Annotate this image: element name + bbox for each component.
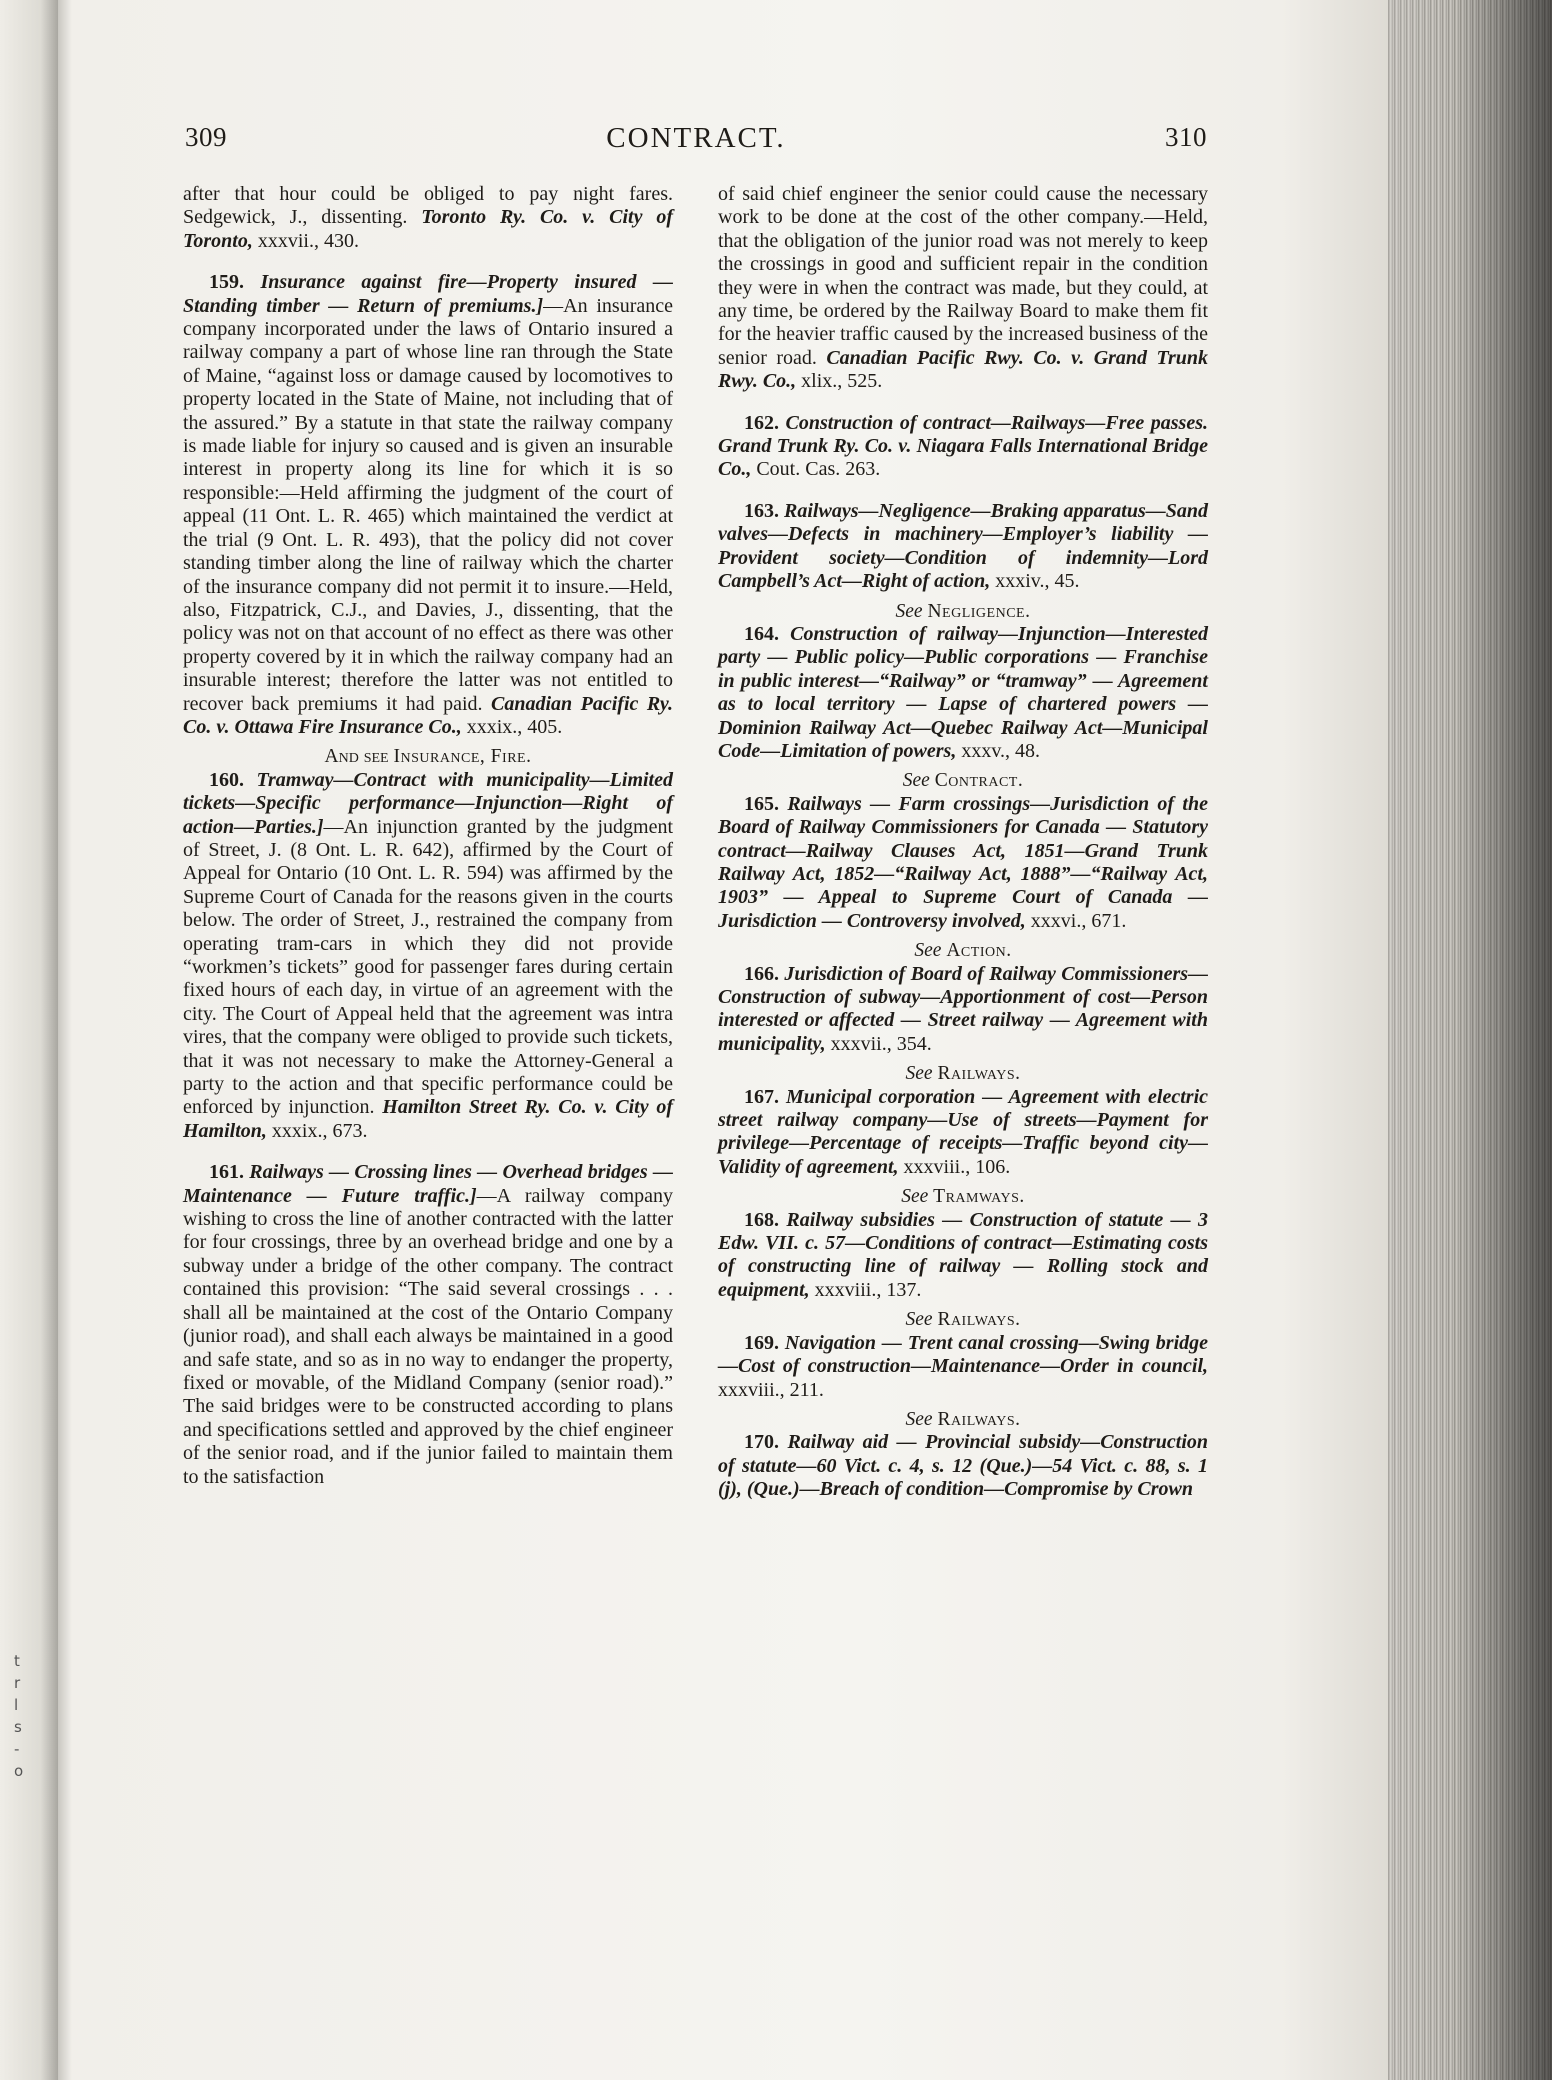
fore-edge-shadow [1388,0,1552,2080]
report-reference: xxxviii., 211. [718,1378,824,1401]
report-reference: xxxvii., 354. [825,1032,932,1055]
entry-166 [718,963,1208,1057]
entry-headnote: Municipal corporation — Agreement with electric street railway company—Use of streets—Payment for privilege—Percentage of receipts—Traffic beyond city—Validity of agreement, [718,1085,1209,1178]
left-column [183,183,673,1489]
entry-headnote: Tramway—Contract with municipality—Limited tickets—Specific performance—Injunction—Right of action—Parties.] [183,768,673,838]
entry-161 [183,1161,673,1489]
entry-headnote: Jurisdiction of Board of Railway Commissioners—Construction of subway—Apportionment of cost—Person interested or affected — Street railway — Agreement with municipality, [718,962,1209,1055]
entry-170 [718,1431,1208,1501]
entry-160 [183,769,673,1144]
entry-number: 166. [744,962,779,985]
entry-number: 169. [744,1331,779,1354]
entry-number: 159. [209,271,244,294]
entry-number: 163. [744,499,779,522]
see-prefix: See [895,600,923,622]
running-header [185,122,1207,162]
entry-headnote: Railways—Negligence—Braking apparatus—Sand valves—Defects in machinery—Employer’s liability — Provident society—Condition of indemnity—Lord Campbell’s Act—Right of action, [718,499,1208,593]
page-number-left: 309 [185,122,227,152]
right-column [718,183,1208,1502]
entry-body: —An injunction granted by the judgment of Street, J. (8 Ont. L. R. 642), affirmed by the Court of Appeal for Ontario (10 Ont. L. R. 594) was affirmed by the Supreme Court of Canada for the reasons given in the courts below. The order of Street, J., restrained the company from operating tram-cars in which they did not provide “workmen’s tickets” good for passenger fares during certain fixed hours of each day, in virtue of an agreement with the city. The Court of Appeal held that the agreement was intra vires, that the company were obliged to provide such tickets, that it was not necessary to make the Attorney-General a party to the action and that specific performance could be enforced by injunction. [183,815,673,1119]
entry-number: 164. [744,622,779,645]
cross-reference [718,939,1208,962]
cross-reference [718,1185,1208,1208]
report-reference: Cout. Cas. 263. [751,458,881,481]
report-reference: xxxix., 673. [266,1119,368,1142]
case-citation: Toronto Ry. Co. v. City of Toronto, [183,206,673,252]
margin-marks [14,1650,34,1782]
see-target: Negligence. [927,600,1031,622]
see-prefix: See [901,1186,929,1208]
entry-headnote: Insurance against fire—Property insured — Standing timber — Return of premiums.] [183,271,674,317]
continued-entry [718,183,1208,394]
entry-headnote: Railways — Crossing lines — Overhead bridges — Maintenance — Future traffic.] [183,1161,674,1207]
report-reference: xxxviii., 106. [898,1155,1011,1178]
entry-number: 162. [744,411,779,434]
entry-169 [718,1332,1208,1402]
entry-159 [183,271,673,739]
report-reference: xxxiv., 45. [990,570,1080,593]
cross-reference [718,1062,1208,1085]
entry-headnote: Railway aid — Provincial subsidy—Construction of statute—60 Vict. c. 4, s. 12 (Que.)—54 Vict. c. 88, s. 1 (j), (Que.)—Breach of condition—Compromise by Crown [718,1431,1209,1501]
entry-164 [718,623,1208,763]
margin-mark: l [14,1696,19,1714]
entry-body: of said chief engineer the senior could cause the necessary work to be done at the cost of the other company.—Held, that the obligation of the junior road was not merely to keep the crossings in good and sufficient repair in the condition they were in when the contract was made, but they could, at any time, be ordered by the Railway Board to make them fit for the heavier traffic caused by the increased business of the senior road. [718,183,1208,369]
see-target: Railways. [937,1309,1021,1331]
cross-reference [718,600,1208,623]
see-prefix: And see [324,746,389,768]
entry-headnote: Railway subsidies — Construction of statute — 3 Edw. VII. c. 57—Conditions of contract—Estimating costs of constructing line of railway — Rolling stock and equipment, [718,1208,1208,1301]
case-citation: Canadian Pacific Rwy. Co. v. Grand Trunk Rwy. Co., [718,346,1209,393]
entry-body: —A railway company wishing to cross the line of another contracted with the latter for four crossings, three by an overhead bridge and one by a subway under a bridge of the other company. The contract contained this provision: “The said several crossings . . . shall all be maintained at the cost of the Ontario Company (junior road), and shall each always be maintained in a good and safe state, and so as in no way to endanger the property, fixed or movable, of the Midland Company (senior road).” The said bridges were to be constructed according to plans and specifications settled and approved by the chief engineer of the senior road, and if the junior failed to maintain them to the satisfaction [183,1184,674,1488]
running-title: CONTRACT. [606,122,786,154]
margin-mark: s [14,1718,22,1736]
entry-headnote: Construction of railway—Injunction—Interested party — Public policy—Public corporations — Franchise in public interest—“Railway” or “tramway” — Agreement as to local territory — Lapse of chartered powers — Dominion Railway Act—Quebec Railway Act—Municipal Code—Limitation of powers, [718,622,1208,762]
entry-number: 170. [744,1431,779,1454]
see-prefix: See [902,770,930,792]
entry-162 [718,412,1208,482]
entry-number: 168. [744,1208,779,1231]
see-target: Railways. [937,1063,1021,1085]
margin-mark: t [14,1652,20,1670]
entry-number: 165. [744,792,779,815]
see-prefix: See [905,1063,933,1085]
report-reference: xxxvii., 430. [252,229,359,252]
entry-body: —An insurance company incorporated under the laws of Ontario insured a railway company a part of whose line ran through the State of Maine, “against loss or damage caused by locomotives to property located in the State of Maine, not including that of the assured.” By a statute in that state the railway company is made liable for injury so caused and is given an insurable interest in property along its line for which it is so responsible:—Held affirming the judgment of the court of appeal (11 Ont. L. R. 465) which maintained the verdict at the trial (9 Ont. L. R. 493), that the policy did not cover standing timber along the line of railway which the charter of the insurance company did not permit it to insure.—Held, also, Fitzpatrick, C.J., and Davies, J., dissenting, that the policy was not on that account of no effect as there was other property covered by it in which the railway company had an insurable interest; therefore the latter was not entitled to recover back premiums it had paid. [183,294,674,715]
entry-167 [718,1086,1208,1180]
margin-mark: - [14,1740,20,1758]
see-prefix: See [914,940,942,962]
entry-number: 167. [744,1085,779,1108]
see-target: Tramways. [933,1186,1025,1208]
cross-reference [718,769,1208,792]
margin-mark: r [14,1674,21,1692]
see-target: Action. [946,940,1012,962]
report-reference: xxxv., 48. [956,739,1041,762]
see-target: Insurance, Fire. [393,746,532,768]
page-fore-edge [1388,0,1552,2080]
see-prefix: See [905,1309,933,1331]
entry-165 [718,793,1208,933]
cross-reference [718,1408,1208,1431]
entry-body: after that hour could be obliged to pay night fares. Sedgewick, J., dissenting. [183,183,673,229]
entry-number: 160. [209,768,244,791]
entry-number: 161. [209,1161,244,1184]
margin-mark: o [14,1762,24,1780]
case-citation: Hamilton Street Ry. Co. v. City of Hamilton, [183,1096,673,1142]
report-reference: xxxvi., 671. [1025,909,1127,932]
page-number-right: 310 [1165,122,1207,152]
case-citation: Canadian Pacific Ry. Co. v. Ottawa Fire Insurance Co., [183,692,673,738]
entry-headnote: Navigation — Trent canal crossing—Swing bridge—Cost of construction—Maintenance—Order in council, [718,1331,1208,1378]
continued-entry [183,183,673,253]
see-target: Contract. [934,770,1024,792]
entry-163 [718,500,1208,594]
report-reference: xlix., 525. [796,370,883,393]
see-prefix: See [905,1408,933,1430]
entry-168 [718,1209,1208,1303]
entry-headnote: Railways — Farm crossings—Jurisdiction of the Board of Railway Commissioners for Canada — Statutory contract—Railway Clauses Act, 1851—Grand Trunk Railway Act, 1852—“Railway Act, 1888”—“Railway Act, 1903” — Appeal to Supreme Court of Canada — Jurisdiction — Controversy involved, [718,792,1208,932]
facing-page-edge [0,0,58,2080]
report-reference: xxxviii., 137. [809,1278,922,1301]
report-reference: xxxix., 405. [461,715,563,738]
see-target: Railways. [937,1408,1021,1430]
cross-reference [183,745,673,768]
cross-reference [718,1308,1208,1331]
entry-headnote: Construction of contract—Railways—Free passes. Grand Trunk Ry. Co. v. Niagara Falls International Bridge Co., [718,411,1208,481]
